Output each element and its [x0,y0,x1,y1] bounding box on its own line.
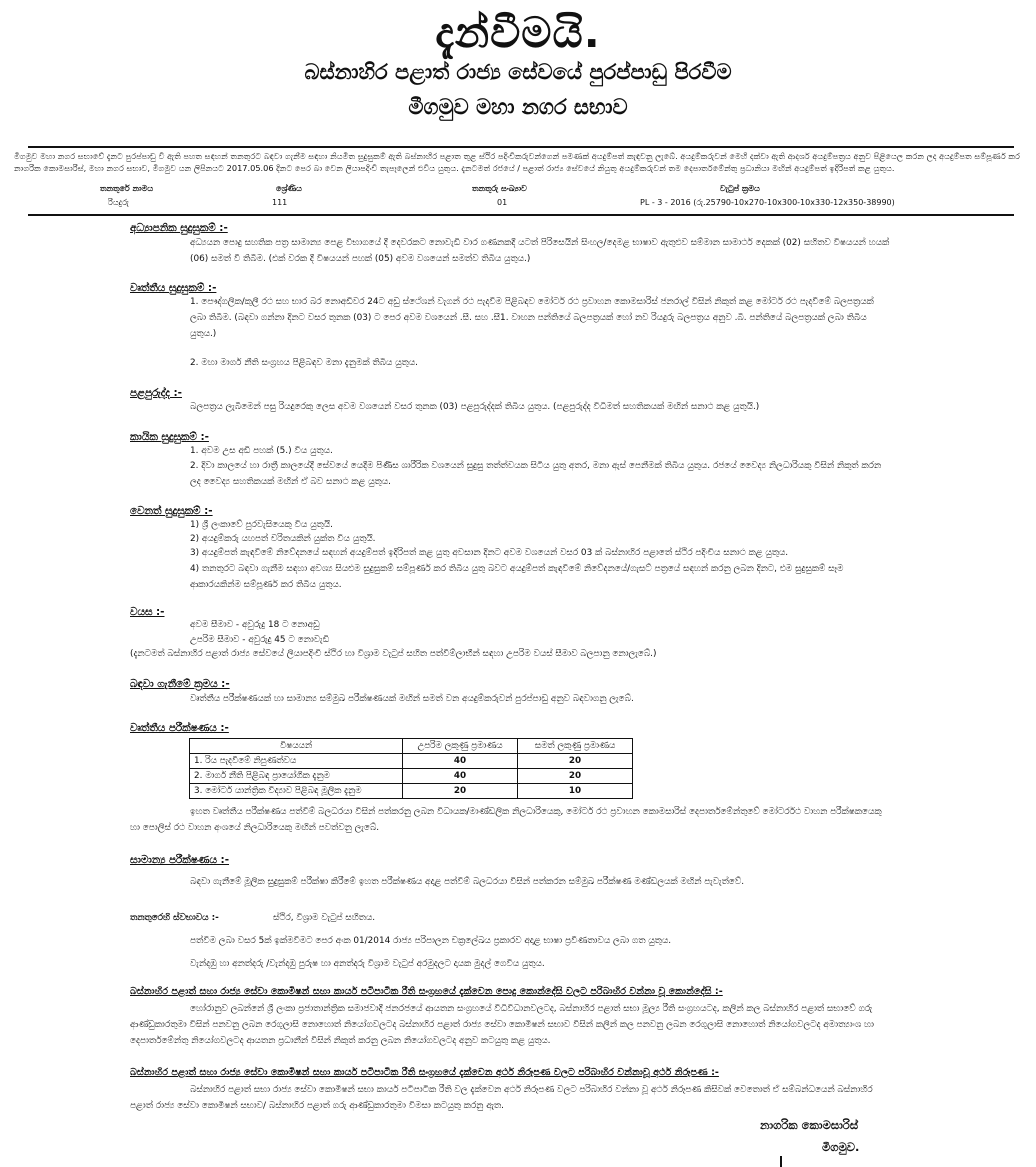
prof-item-2: 2. මහා මාර්ග නීති සංග්‍රහය පිළිබඳව මනා දැනුමක් තිබිය යුතුය. [190,358,418,368]
header-divider [28,214,1014,216]
conditions-text: හෝරානුව ලබන්නේ ශ්‍රී ලංකා ප්‍රජාතාන්ත්‍රික සමාජවාදී ජනරජයේ ආයතන සංග්‍රහයේ විධිවිධානවලටද, බස්නාහිර පළාත් සභා මූල්‍ය රීති සංග්‍රහයටද, කලින් කල බස්නාහිර පළාත් සභාවේ ගරු ආණ්ඩුකාරතුමා විසින් පනවනු ලබන රෙගුලාසි නොහොත් නියෝගවලටද බස්නාහිර පළාත් රාජ්‍ය සේවා කොමිෂන් සභාව විසින් කලින් කල පනවනු ලබන රෙගුලාසි නොහොත් නියෝගවලටද අමාත්‍යාංශ හා දෙපාර්තමේන්තු නියෝගවලටද ආයතන ප්‍රධානීන් විසින් නිකුත් කරනු ලබන නියෝගවලටද අනුව කටයුතු කළ යුතුය. [130,1004,874,1046]
recruitment-section-title: බඳවා ගැනීමේ ක්‍රමය :- [130,678,230,690]
table-row [190,754,633,769]
proftest-section-title: වෘත්තීය පරීක්ෂණය :- [130,722,229,734]
table-cell-pass: 20 [518,769,633,784]
table-cell-pass: 10 [518,784,633,799]
general-text: බඳවා ගැනීමේ මූලික සුදුසුකම් පරීක්ෂා කිරීමේ ඉහත පරීක්ෂණය අදාළ පත්වීම් බලධරයා විසින් පත්කරන සම්මුඛ පරීක්ෂණ මණ්ඩලයක් මඟින් පැවැත්වේ. [190,877,745,887]
proftest-note: ඉහත වෘත්තීය පරීක්ෂණය පත්වීම් බලධරයා විසින් පත්කරනු ලබන විධායක/මාණ්ඩලික නිලධාරියෙකු, මෝටර් රථ ප්‍රවාහන කොමසාරිස් දෙපාර්තමේන්තුවේ මෝටර්රථ වාහන පරීක්ෂකයෙකු හා පොලිස් රථ වාහන අංශයේ නිලධාරියෙකු මඟින් පවත්වනු ලැබේ. [130,807,882,833]
cut-mark [780,1156,782,1167]
prof-section-title: වෘත්තීය සුදුසුකම් :- [130,282,217,294]
other-section-title: වෙනත් සුදුසුකම් :- [130,505,213,517]
notice-subtitle: බස්නාහිර පළාත් රාජ්‍ය සේවයේ පුරප්පාඩු පිරවීම [304,60,732,84]
interpretations-section-title: බස්නාහිර පළාත් සහා රාජ්‍ය සේවා කොමිෂන් සභා කාර්ය පටිපාටික රීති සංග්‍රහයේ දැක්වෙන අර්ථ නිරූපණ වලට පරිබාහිර වන්නාවූ අර්ථ නිරූපණ :- [130,1067,719,1078]
post-value-grade: 111 [272,198,288,207]
table-cell-subject: 1. රිය පැදවීමේ නිපුණත්වය [190,754,403,769]
signatory-location: මීගමුව. [822,1140,860,1154]
other-item-4: 4) තනතුරට බඳවා ගැනීම සඳහා අවශ්‍ය සියළුම සුදුසුකම් සම්පූර්ණ කර තිබිය යුතු බවට අයදුම්පත් කැඳවීමේ නිවේදනයේ/ගැසට් පත්‍රයේ සඳහන් කරනු ලබන දිනට, එම සුදුසුකම් සෑම ආකාරයකින්ම සම්පූර්ණ කර තිබිය යුතුය. [190,564,844,590]
table-cell-pass: 20 [518,754,633,769]
other-item-2: 2) අයදුම්කරු යහපත් චරිතයකින් යුක්ත විය යුතුයි. [190,534,376,544]
intro-paragraph: මීගමුව මහා නගර සභාවේ දැනට පුරප්පාඩු වී ඇති පහත සඳහන් තනතුරට බඳවා ගැනීම සඳහා නියමිත සුදුසුකම් ඇති බස්නාහිර පළාත තුළ ස්ථිර පදිංචිකරුවන්ගෙන් පමණක් අයදුම්පත් කැඳවනු ලැබේ. අයදුම්කරුවන් මෙහි දක්වා ඇති ආදර්ශ අයදුම්පත්‍රය අනුව පිළියෙල කරන ලද අයදුම්පත සම්පූර්ණ කර නාගරික කොමසාරිස්, මහා නගර සභාව, මීගමුව යන ලිපිනයට 2017.05.06 දිනට පෙර බා වෙන ලියාපදිංචි තැපෑලෙන් එවිය යුතුය. දැනටමත් රජයේ / පළාත් රාජ්‍ය සේවයේ නියුතු අයදුම්කරුවන් තම දෙපාර්තමේන්තු ප්‍රධානියා මඟින් අයදුම්පත් ඉදිරිපත් කළ යුතුය. [14,151,1021,173]
prof-item-1: 1. පෞද්ගලික/කුලී රථ සහ භාර බර නොඅඩිවර 24ට අඩු ස්ථේශන් වැගන් රථ පැදවීම පිළිබඳව මෝටර් රථ ප්‍රවාහන කොමසාරිස් ජනරාල් විසින් නිකුත් කළ මෝටර් රථ පැදවීමේ බලපත්‍රයක් ලබා තිබීම. (බඳවා ගන්නා දිනට වසර තුනක (03) ට පෙර අවම වශයෙන් .සී. සහ .සී1. වාහන පන්තියේ බලපත්‍රයක් හෝ නව රියදුරු බලපත්‍රය අනුව .බී. පන්තියේ බලපත්‍රයක් ලබා තිබිය යුතුය.) [190,297,874,339]
other-item-1: 1) ශ්‍රී ලංකාවේ පුරවැසියෙකු විය යුතුයි. [190,520,333,530]
recruitment-text: වෘත්තීය පරීක්ෂණයක් හා සාමාන්‍ය සම්මුඛ පරීක්ෂණයක් මඟින් සමත් වන අයදුම්කරුවන් පුරප්පාඩු අනුව බඳවාගනු ලැබේ. [190,694,634,704]
interpretations-text: බස්නාහිර පළාත් සභා රාජ්‍ය සේවා කොමිෂන් සභා කාර්ය පටිපාටික රීති වල දැක්වෙන අර්ථ නිරූපණ වලට පරිබාහිර වන්නා වූ අර්ථ නිරූපණ කිසිවක් වෙතොත් ඒ සම්බන්ධයෙන් බස්නාහිර පළාත් රාජ්‍ය සේවා කොමිෂන් සභාව/ බස්නාහිර පළාත් ගරු ආණ්ඩුකාරතුමා විමසා කටයුතු කරනු ඇත. [130,1085,873,1111]
post-value-salary: PL - 3 - 2016 (රු.25790-10x270-10x300-10x330-12x350-38990) [640,198,895,207]
post-header-salary: වැටුප් ක්‍රමය [720,184,760,193]
table-header-subject: විෂයයන් [190,739,403,754]
physical-item-1: 1. අවම උස අඩි පහක් (5.) විය යුතුය. [190,446,333,456]
notice-title: දැන්වීමයි. [435,8,601,57]
organization-name: මීගමුව මහා නගර සභාව [408,95,628,119]
nature-line-1: පත්වීම ලබා වසර 5ක් ඉක්මවීමට පෙර අංක 01/2014 රාජ්‍ය පරිපාලන චක්‍රලේඛය ප්‍රකාරව අදාළ භාෂා ප්‍රවීණතාවය ලබා ගත යුතුය. [190,936,672,946]
table-header-pass-marks: සමත් ලකුණු ප්‍රමාණය [518,739,633,754]
top-divider [28,146,1014,148]
general-section-title: සාමාන්‍ය පරීක්ෂණය :- [130,854,230,866]
post-header-grade: ශ්‍රේණිය [276,184,302,193]
signatory-title: නාගරික කොමසාරිස් [760,1118,859,1132]
age-note: (දැනටමත් බස්නාහිර පළාත් රාජ්‍ය සේවයේ ලියාපදිංචි ස්ථිර හා විශ්‍රාම වැටුප් සහිත පත්වීම්ලාභීන් සඳහා උපරිම වයස් සීමාව බලපානු නොලැබේ.) [130,649,657,659]
post-value-name: රියදුරු [108,198,129,207]
exam-marks-table [189,738,633,799]
nature-value: ස්ථිර, විශ්‍රාම වැටුප් සහිතය. [273,913,376,923]
table-cell-subject: 3. මෝටර් යාන්ත්‍රික විද්‍යාව පිළිබඳ මූලික දැනුම [190,784,403,799]
table-cell-subject: 2. මාර්ග නීති පිළිබඳ ප්‍රායෝගික දැනුම [190,769,403,784]
post-header-name: තනතුරේ නාමය [100,184,154,193]
experience-section-title: පළපුරුද්ද :- [130,387,182,399]
table-row [190,769,633,784]
table-header-row [190,739,633,754]
nature-label: තනතුරෙහි ස්වභාවය :- [130,913,219,923]
experience-text: බලපත්‍රය ලැබීමෙන් පසු රියදුරෙකු ලෙස අවම වශයෙන් වසර තුනක (03) පළපුරුද්දක් තිබිය යුතුය. (පළපුරුද්ද විධිමත් සහතිකයක් මඟින් සනාථ කළ යුතුයි.) [190,402,760,412]
table-header-max-marks: උපරිම ලකුණු ප්‍රමාණය [403,739,518,754]
table-cell-max: 20 [403,784,518,799]
conditions-section-title: බස්නාහිර පළාත් සහා රාජ්‍ය සේවා කොමිෂන් සභා කාර්ය පටිපාටික රීති සංග්‍රහයේ දැක්වෙන පොදු කොන්දේසි වලට පරිබාහිර වන්නා වූ කොන්දේසි :- [130,986,723,997]
post-header-count: තනතුරු සංඛ්‍යාව [472,184,527,193]
edu-text: අධ්‍යයන පොදු සහතික පත්‍ර සාමාන්‍ය පෙළ විභාගයේ දී දෙවරකට නොවැඩි වාර ගණනකදී යටත් පිරිසෙයින් සිංහල/දෙමළ භාෂාව ඇතුළුව සම්මාන සාමාර්ථ දෙකක් (02) සහිතව විෂයයන් හයක් (06) සමත් වී තිබීම. (එක් වරක දී විෂයයන් පහක් (05) අවම වශයෙන් සමත්ව තිබිය යුතුය.) [190,238,890,264]
physical-item-2: 2. දිවා කාලයේ හා රාත්‍රී කාලයේදී සේවයේ යෙදීම පිණිස ශාරීරික වශයෙන් සුදුසු තත්ත්වයක සිටිය යුතු අතර, මනා ඇස් පෙනීමක් තිබිය යුතුය. රජයේ වෛද්‍ය නිලධාරියකු විසින් නිකුත් කරන ලද වෛද්‍ය සහතිකයක් මඟින් ඒ බව සනාථ කළ යුතුය. [190,461,882,487]
age-minimum: අවම සීමාව - අවුරුදු 18 ට නොඅඩු [190,620,320,630]
other-item-3: 3) අයදුම්පත් කැඳවීමේ නිවේදනයේ සඳහන් අයදුම්පත් ඉදිරිපත් කළ යුතු අවසාන දිනට අවම වශයෙන් වසර 03 ක් බස්නාහිර පළාතේ ස්ථිර පදිංචිය සනාථ කළ යුතුය. [190,548,789,558]
post-value-count: 01 [497,198,508,207]
nature-line-2: වැන්දඹු හා අනත්දරු /වැන්දඹු පුරුෂ හා අනත්දරු විශ්‍රාම වැටුප් අරමුදලට දායක මුදල් ගෙවිය යුතුය. [190,959,545,969]
age-section-title: වයස :- [130,606,165,618]
table-cell-max: 40 [403,754,518,769]
age-maximum: උපරිම සීමාව - අවුරුදු 45 ට නොවැඩි [190,635,330,645]
physical-section-title: කායික සුදුසුකම් :- [130,431,209,443]
table-cell-max: 40 [403,769,518,784]
edu-section-title: අධ්‍යාපනික සුදුසුකම් :- [130,222,228,234]
table-row [190,784,633,799]
